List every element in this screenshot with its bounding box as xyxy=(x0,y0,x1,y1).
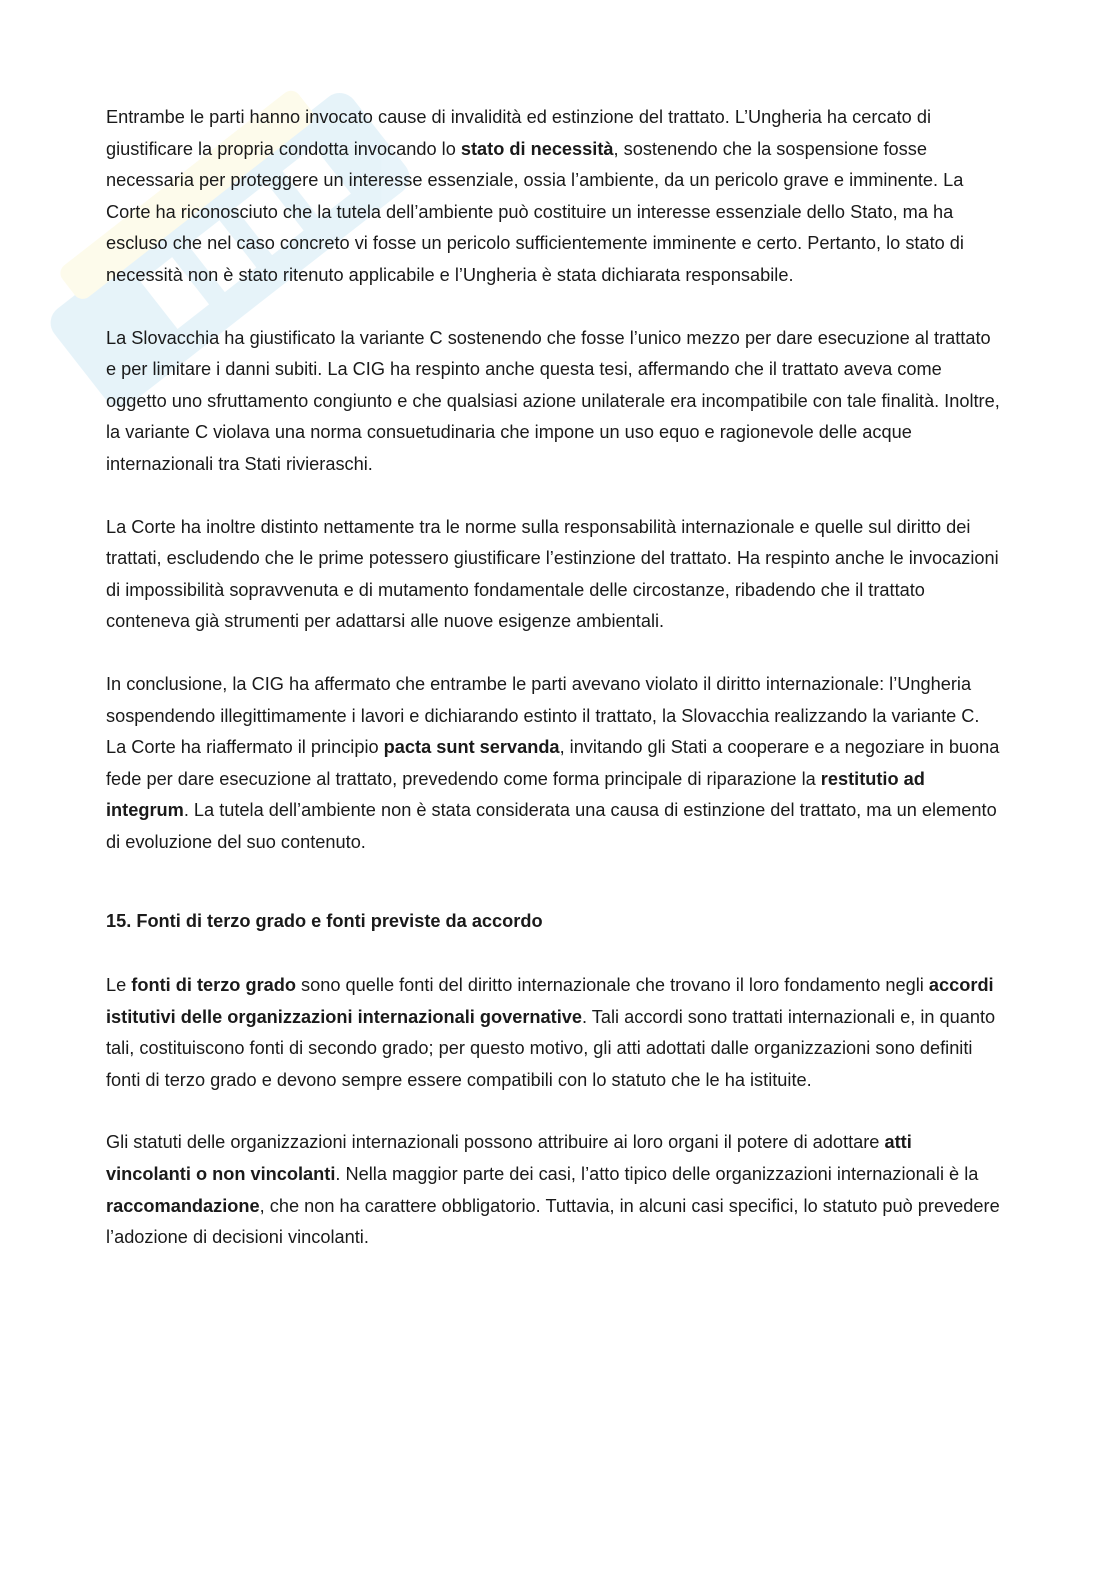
text-run: , invitando gli Stati a cooperare e a negoziare in buona fede per dare esecuzione al trattato, prevedendo come forma principale di riparazione la xyxy=(106,737,1000,789)
text-run: Gli statuti delle organizzazioni internazionali possono attribuire ai loro organi il potere di adottare xyxy=(106,1132,885,1153)
document-page xyxy=(106,102,1001,1285)
text-run: Le xyxy=(106,975,132,996)
paragraph-conclusione xyxy=(106,669,1001,859)
section-heading: 15. Fonti di terzo grado e fonti previste da accordo xyxy=(106,911,543,932)
text-run: . Tali accordi sono trattati internazionali e, in quanto tali, costituiscono fonti di secondo grado; per questo motivo, gli atti adottati dalle organizzazioni sono definiti fonti di terzo grado e devono sempre essere compatibili con lo statuto che le ha istituite. xyxy=(106,1006,996,1090)
bold-term: accordi istitutivi delle organizzazioni internazionali governative xyxy=(106,975,994,1027)
text-run: Entrambe le parti hanno invocato cause di invalidità ed estinzione del trattato. L’Ungheria ha cercato di giustificare la propria condotta invocando lo xyxy=(106,107,932,159)
bold-term: atti vincolanti o non vincolanti xyxy=(106,1132,912,1185)
bold-term: stato di necessità xyxy=(460,138,614,159)
bold-term: fonti di terzo grado xyxy=(131,975,296,996)
bold-term: pacta sunt servanda xyxy=(383,737,560,758)
paragraph-responsabilita: La Corte ha inoltre distinto nettamente tra le norme sulla responsabilità internazionale e quelle sul diritto dei trattati, escludendo che le prime potessero giustificare l’estinzione del trattato. Ha respinto anche le invocazioni di impossibilità sopravvenuta e di mutamento fondamentale delle circostanze, ribadendo che il trattato conteneva già strumenti per adattarsi alle nuove esigenze ambientali. xyxy=(106,516,999,632)
paragraph-stato-necessita xyxy=(106,102,1001,292)
text-run: . Nella maggior parte dei casi, l’atto tipico delle organizzazioni internazionali è la xyxy=(335,1164,979,1185)
paragraph-fonti-terzo-grado xyxy=(106,970,1001,1096)
paragraph-atti-vincolanti xyxy=(106,1127,1001,1253)
text-run: In conclusione, la CIG ha affermato che entrambe le parti avevano violato il diritto internazionale: l’Ungheria sospendendo illegittimamente i lavori e dichiarando estinto il trattato, la Slovacchia realizzando la variante C. La Corte ha riaffermato il principio xyxy=(106,673,980,758)
text-run: . La tutela dell’ambiente non è stata considerata una causa di estinzione del trattato, ma un elemento di evoluzione del suo contenuto. xyxy=(106,800,997,852)
text-run: , che non ha carattere obbligatorio. Tuttavia, in alcuni casi specifici, lo statuto può prevedere l’adozione di decisioni vincolanti. xyxy=(106,1195,1000,1248)
bold-term: raccomandazione xyxy=(106,1195,260,1216)
text-run: sono quelle fonti del diritto internazionale che trovano il loro fondamento negli xyxy=(295,975,929,996)
paragraph-variante-c: La Slovacchia ha giustificato la variante C sostenendo che fosse l’unico mezzo per dare esecuzione al trattato e per limitare i danni subiti. La CIG ha respinto anche questa tesi, affermando che il trattato aveva come oggetto uno sfruttamento congiunto e che qualsiasi azione unilaterale era incompatibile con tale finalità. Inoltre, la variante C violava una norma consuetudinaria che impone un uso equo e ragionevole delle acque internazionali tra Stati rivieraschi. xyxy=(106,327,1000,474)
bold-term: restitutio ad integrum xyxy=(106,768,925,821)
text-run: , sostenendo che la sospensione fosse necessaria per proteggere un interesse essenziale, ossia l’ambiente, da un pericolo grave e imminente. La Corte ha riconosciuto che la tutela dell’ambiente può costituire un interesse essenziale dello Stato, ma ha escluso che nel caso concreto vi fosse un pericolo sufficientemente imminente e certo. Pertanto, lo stato di necessità non è stato ritenuto applicabile e l’Ungheria è stata dichiarata responsabile. xyxy=(106,138,964,285)
